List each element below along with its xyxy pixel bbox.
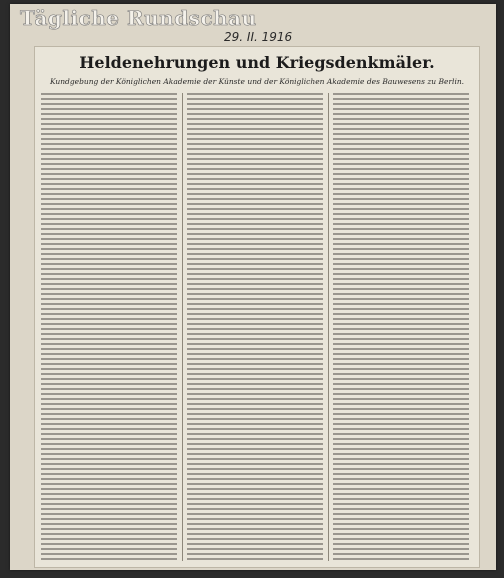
- handwritten-date: 29. II. 1916: [224, 30, 293, 44]
- newspaper-clipping: [34, 46, 480, 568]
- article-headline: Heldenehrungen und Kriegsdenkmäler.: [79, 53, 435, 72]
- newspaper-masthead: Tägliche Rundschau: [20, 6, 257, 30]
- article-column-2: [187, 93, 323, 561]
- article-column-1: [41, 93, 177, 561]
- article-subheading: Kundgebung der Königlichen Akademie der Künste und der Königlichen Akademie des Bauwesens zu Berlin.: [49, 77, 465, 86]
- newspaper-page: [10, 4, 496, 570]
- column-divider: [182, 93, 183, 561]
- column-divider: [328, 93, 329, 561]
- article-column-3: [333, 93, 469, 561]
